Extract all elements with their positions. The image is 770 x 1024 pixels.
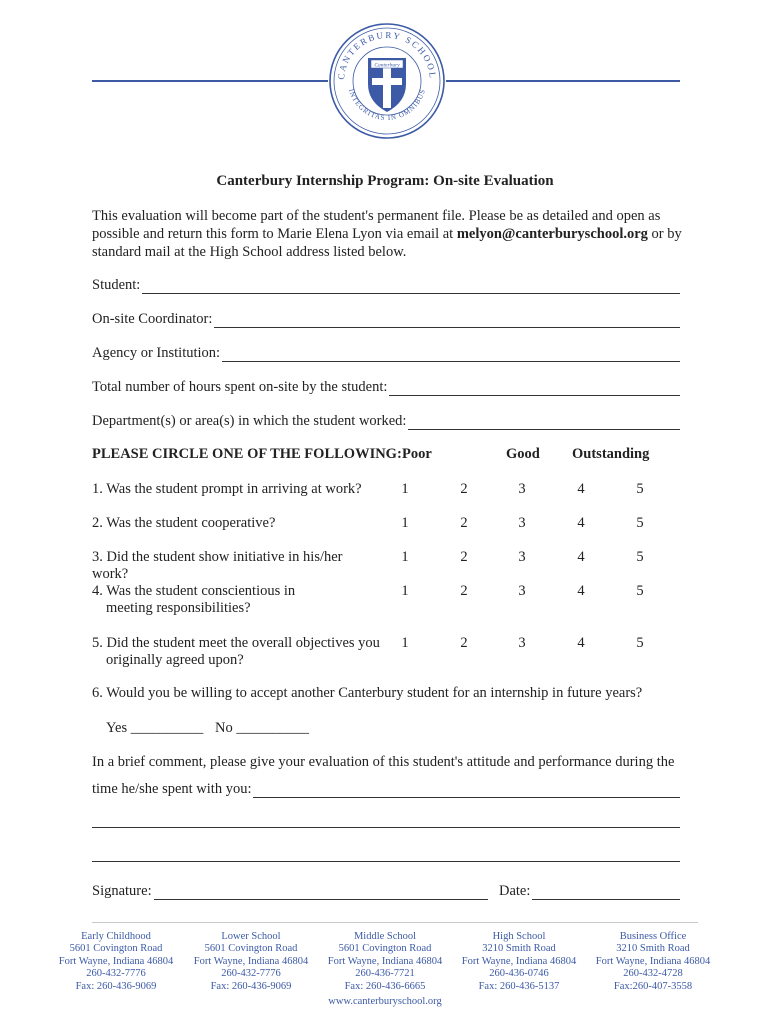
q1-rating-3[interactable]: 3 bbox=[518, 481, 526, 497]
date-field[interactable] bbox=[499, 880, 680, 900]
comment-line[interactable] bbox=[253, 783, 680, 798]
header-rule-right bbox=[446, 80, 680, 82]
footer-city: Fort Wayne, Indiana 46804 bbox=[193, 955, 309, 967]
intro-text-before: This evaluation will become part of the student's permanent file. Please be as detailed and open as possible and return this form to Marie Elena Lyon via email at bbox=[92, 208, 661, 242]
form-title: Canterbury Internship Program: On-site Evaluation bbox=[216, 173, 554, 189]
comment-line-3[interactable] bbox=[92, 861, 680, 862]
footer-fax: Fax: 260-436-9069 bbox=[210, 980, 292, 992]
date-line[interactable] bbox=[532, 885, 680, 900]
question-3 bbox=[92, 549, 382, 583]
q3-rating-5[interactable]: 5 bbox=[636, 549, 644, 565]
q1-rating-2[interactable]: 2 bbox=[460, 481, 468, 497]
comment-prompt: In a brief comment, please give your evaluation of this student's attitude and performance during the bbox=[92, 754, 675, 770]
intro-paragraph bbox=[92, 207, 682, 261]
footer-name: Lower School bbox=[221, 931, 281, 942]
footer-address: 3210 Smith Road bbox=[482, 943, 556, 955]
student-line[interactable] bbox=[142, 279, 680, 294]
hours-field[interactable] bbox=[92, 376, 680, 396]
seal-shield-text: Canterbury bbox=[374, 62, 400, 69]
yes-option[interactable]: Yes __________ bbox=[106, 720, 204, 736]
intro-text-after: or by standard mail at the High School address listed below. bbox=[92, 226, 682, 260]
hours-line[interactable] bbox=[389, 381, 680, 396]
question-text-continued: meeting responsibilities? bbox=[106, 600, 251, 616]
q3-rating-4[interactable]: 4 bbox=[577, 549, 585, 565]
question-5 bbox=[92, 635, 382, 669]
hours-label: Total number of hours spent on-site by the student: bbox=[92, 379, 388, 395]
scale-label-good: Good bbox=[506, 446, 540, 462]
footer-phone: 260-432-7776 bbox=[86, 968, 146, 980]
contact-email: melyon@canterburyschool.org bbox=[456, 226, 648, 242]
footer-early-childhood bbox=[50, 931, 182, 993]
footer-middle-school bbox=[319, 931, 451, 993]
no-option[interactable]: No __________ bbox=[215, 720, 309, 736]
q2-rating-4[interactable]: 4 bbox=[577, 515, 585, 531]
q5-rating-4[interactable]: 4 bbox=[577, 635, 585, 651]
q4-rating-4[interactable]: 4 bbox=[577, 583, 585, 599]
footer-phone: 260-432-7776 bbox=[221, 968, 281, 980]
departments-field[interactable] bbox=[92, 410, 680, 430]
q4-rating-2[interactable]: 2 bbox=[460, 583, 468, 599]
footer-fax: Fax:260-407-3558 bbox=[613, 980, 693, 992]
q5-rating-1[interactable]: 1 bbox=[401, 635, 409, 651]
seal-text-bottom: INTEGRITAS IN OMNIBUS bbox=[346, 87, 428, 123]
footer-phone: 260-436-7721 bbox=[355, 968, 415, 980]
footer-fax: Fax: 260-436-5137 bbox=[478, 980, 560, 992]
coordinator-field[interactable] bbox=[92, 308, 680, 328]
q1-rating-4[interactable]: 4 bbox=[577, 481, 585, 497]
agency-field[interactable] bbox=[92, 342, 680, 362]
q1-rating-5[interactable]: 5 bbox=[636, 481, 644, 497]
footer-address: 5601 Covington Road bbox=[338, 943, 432, 955]
agency-label: Agency or Institution: bbox=[92, 345, 221, 361]
question-text: 5. Did the student meet the overall objectives you bbox=[92, 635, 380, 651]
footer-lower-school bbox=[185, 931, 317, 993]
q2-rating-2[interactable]: 2 bbox=[460, 515, 468, 531]
q4-rating-5[interactable]: 5 bbox=[636, 583, 644, 599]
footer-fax: Fax: 260-436-9069 bbox=[75, 980, 157, 992]
departments-label: Department(s) or area(s) in which the student worked: bbox=[92, 413, 407, 429]
school-seal-logo bbox=[328, 22, 446, 140]
departments-line[interactable] bbox=[408, 415, 680, 430]
q3-rating-2[interactable]: 2 bbox=[460, 549, 468, 565]
footer-address: 5601 Covington Road bbox=[204, 943, 298, 955]
seal-text-top: CANTERBURY SCHOOL bbox=[335, 29, 439, 81]
coordinator-line[interactable] bbox=[214, 313, 680, 328]
footer-high-school bbox=[453, 931, 585, 993]
coordinator-label: On-site Coordinator: bbox=[92, 311, 213, 327]
footer-fax: Fax: 260-436-6665 bbox=[344, 980, 426, 992]
q4-rating-3[interactable]: 3 bbox=[518, 583, 526, 599]
signature-line[interactable] bbox=[154, 885, 488, 900]
footer-name: Early Childhood bbox=[81, 931, 151, 942]
footer-address: 5601 Covington Road bbox=[69, 943, 163, 955]
footer-name: Business Office bbox=[619, 931, 687, 942]
question-text: 2. Was the student cooperative? bbox=[92, 515, 276, 531]
date-label: Date: bbox=[499, 883, 531, 899]
student-label: Student: bbox=[92, 277, 141, 293]
question-text-continued: originally agreed upon? bbox=[106, 652, 244, 668]
question-text: 3. Did the student show initiative in his/her work? bbox=[92, 549, 343, 582]
header-rule-left bbox=[92, 80, 328, 82]
question-text: 4. Was the student conscientious in bbox=[92, 583, 296, 599]
footer-city: Fort Wayne, Indiana 46804 bbox=[327, 955, 443, 967]
comment-field[interactable] bbox=[92, 778, 680, 798]
footer-name: Middle School bbox=[353, 931, 417, 942]
agency-line[interactable] bbox=[222, 347, 680, 362]
footer-city: Fort Wayne, Indiana 46804 bbox=[461, 955, 577, 967]
footer-address: 3210 Smith Road bbox=[616, 943, 690, 955]
footer-city: Fort Wayne, Indiana 46804 bbox=[595, 955, 711, 967]
comment-label: time he/she spent with you: bbox=[92, 781, 252, 797]
question-2 bbox=[92, 515, 382, 532]
footer-name: High School bbox=[492, 931, 546, 942]
q3-rating-3[interactable]: 3 bbox=[518, 549, 526, 565]
q2-rating-3[interactable]: 3 bbox=[518, 515, 526, 531]
q1-rating-1[interactable]: 1 bbox=[401, 481, 409, 497]
comment-line-2[interactable] bbox=[92, 827, 680, 828]
signature-label: Signature: bbox=[92, 883, 152, 899]
question-text: 1. Was the student prompt in arriving at work? bbox=[92, 481, 362, 497]
footer-divider bbox=[92, 922, 698, 923]
q5-rating-5[interactable]: 5 bbox=[636, 635, 644, 651]
footer-business-office bbox=[587, 931, 719, 993]
question-4 bbox=[92, 583, 382, 617]
q5-rating-2[interactable]: 2 bbox=[460, 635, 468, 651]
question-6: 6. Would you be willing to accept another Canterbury student for an internship in future years? bbox=[92, 685, 643, 701]
footer-city: Fort Wayne, Indiana 46804 bbox=[58, 955, 174, 967]
scale-instruction: PLEASE CIRCLE ONE OF THE FOLLOWING: bbox=[92, 446, 402, 462]
footer-phone: 260-436-0746 bbox=[489, 968, 549, 980]
q2-rating-1[interactable]: 1 bbox=[401, 515, 409, 531]
q4-rating-1[interactable]: 1 bbox=[401, 583, 409, 599]
signature-field[interactable] bbox=[92, 880, 488, 900]
student-field[interactable] bbox=[92, 274, 680, 294]
q2-rating-5[interactable]: 5 bbox=[636, 515, 644, 531]
scale-label-poor: Poor bbox=[402, 446, 432, 462]
scale-label-outstanding: Outstanding bbox=[572, 446, 650, 462]
footer-phone: 260-432-4728 bbox=[623, 968, 683, 980]
footer-website-link[interactable]: www.canterburyschool.org bbox=[328, 996, 442, 1007]
q5-rating-3[interactable]: 3 bbox=[518, 635, 526, 651]
q3-rating-1[interactable]: 1 bbox=[401, 549, 409, 565]
question-1 bbox=[92, 481, 382, 498]
